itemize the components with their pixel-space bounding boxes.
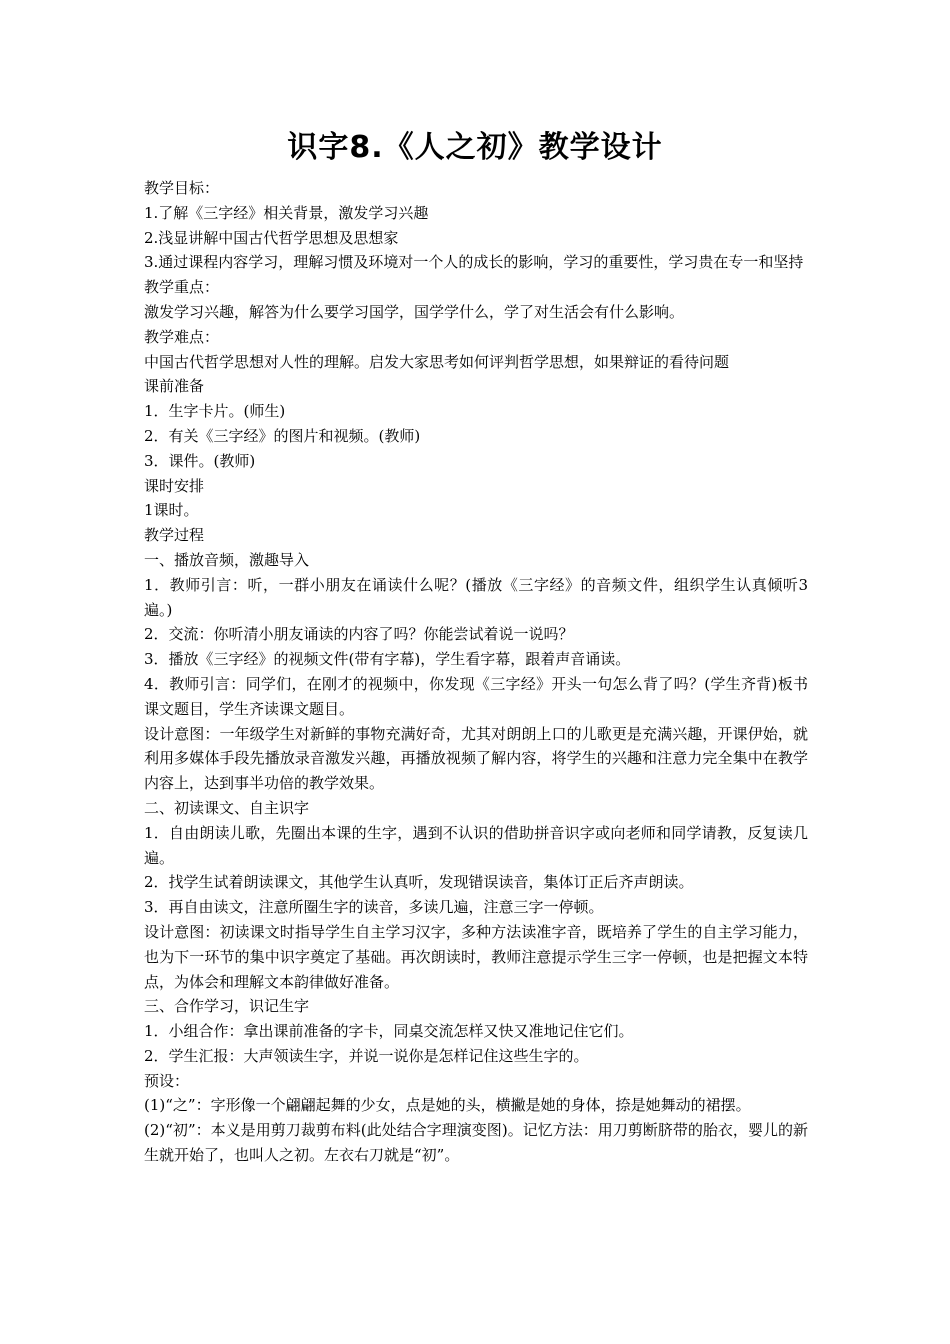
document-title: 识字8.《人之初》教学设计 — [287, 130, 663, 165]
paragraph: 二、初读课文、自主识字 — [144, 798, 310, 817]
paragraph: 中国古代哲学思想对人性的理解。启发大家思考如何评判哲学思想，如果辩证的看待问题 — [144, 352, 730, 371]
paragraph: 1.了解《三字经》相关背景，激发学习兴趣 — [144, 203, 429, 222]
paragraph: 3.通过课程内容学习，理解习惯及环境对一个人的成长的影响，学习的重要性，学习贵在专一和坚持 — [144, 253, 804, 272]
paragraph: 1．小组合作：拿出课前准备的字卡，同桌交流怎样又快又准地记住它们。 — [144, 1022, 634, 1041]
paragraph: 三、合作学习，识记生字 — [144, 997, 310, 1016]
paragraph: 一、播放音频，激趣导入 — [144, 550, 310, 569]
document-body — [144, 176, 808, 1168]
paragraph: 3．再自由读文，注意所圈生字的读音，多读几遍，注意三字一停顿。 — [144, 898, 604, 917]
paragraph: 教学重点： — [144, 278, 220, 297]
paragraph: 设计意图：一年级学生对新鲜的事物充满好奇，尤其对朗朗上口的儿歌更是充满兴趣，开课伊始，就利用多媒体手段先播放录音激发兴趣，再播放视频了解内容，将学生的兴趣和注意力完全集中在教学内容上，达到事半功倍的教学效果。 — [144, 724, 808, 793]
paragraph: 3．课件。(教师) — [144, 451, 256, 470]
paragraph: 设计意图：初读课文时指导学生自主学习汉字，多种方法读准字音，既培养了学生的自主学习能力，也为下一环节的集中识字奠定了基础。再次朗读时，教师注意提示学生三字一停顿，也是把握文本特点，为体会和理解文本韵律做好准备。 — [144, 922, 808, 991]
paragraph: 2．学生汇报：大声领读生字，并说一说你是怎样记住这些生字的。 — [144, 1046, 589, 1065]
paragraph: 课时安排 — [144, 476, 205, 495]
paragraph: 课前准备 — [144, 377, 205, 396]
paragraph: 1课时。 — [144, 501, 199, 520]
paragraph: 激发学习兴趣，解答为什么要学习国学，国学学什么，学了对生活会有什么影响。 — [144, 302, 685, 321]
paragraph: 2．找学生试着朗读课文，其他学生认真听，发现错误读音，集体订正后齐声朗读。 — [144, 873, 694, 892]
paragraph: 2．有关《三字经》的图片和视频。(教师) — [144, 426, 421, 445]
paragraph: 1．自由朗读儿歌，先圈出本课的生字，遇到不认识的借助拼音识字或向老师和同学请教，反复读几遍。 — [144, 823, 808, 867]
paragraph: 1．生字卡片。(师生) — [144, 402, 286, 421]
paragraph: 1．教师引言：听，一群小朋友在诵读什么呢？(播放《三字经》的音频文件，组织学生认真倾听3遍。) — [144, 575, 808, 619]
paragraph: 2．交流：你听清小朋友诵读的内容了吗？你能尝试着说一说吗？ — [144, 625, 574, 644]
paragraph: 4．教师引言：同学们，在刚才的视频中，你发现《三字经》开头一句怎么背了吗？(学生齐背)板书课文题目，学生齐读课文题目。 — [144, 674, 808, 718]
paragraph: 教学目标： — [144, 179, 220, 197]
paragraph: 2.浅显讲解中国古代哲学思想及思想家 — [144, 228, 399, 247]
paragraph: (2)“初”：本义是用剪刀裁剪布料(此处结合字理演变图)。记忆方法：用刀剪断脐带的胎衣，婴儿的新生就开始了，也叫人之初。左衣右刀就是“初”。 — [144, 1121, 808, 1165]
paragraph: 预设： — [144, 1071, 190, 1090]
paragraph: 教学过程 — [144, 526, 205, 545]
paragraph: (1)“之”：字形像一个翩翩起舞的少女，点是她的头，横撇是她的身体，捺是她舞动的裙摆。 — [144, 1096, 751, 1115]
paragraph: 教学难点： — [144, 327, 220, 346]
paragraph: 3．播放《三字经》的视频文件(带有字幕)，学生看字幕，跟着声音诵读。 — [144, 650, 631, 669]
